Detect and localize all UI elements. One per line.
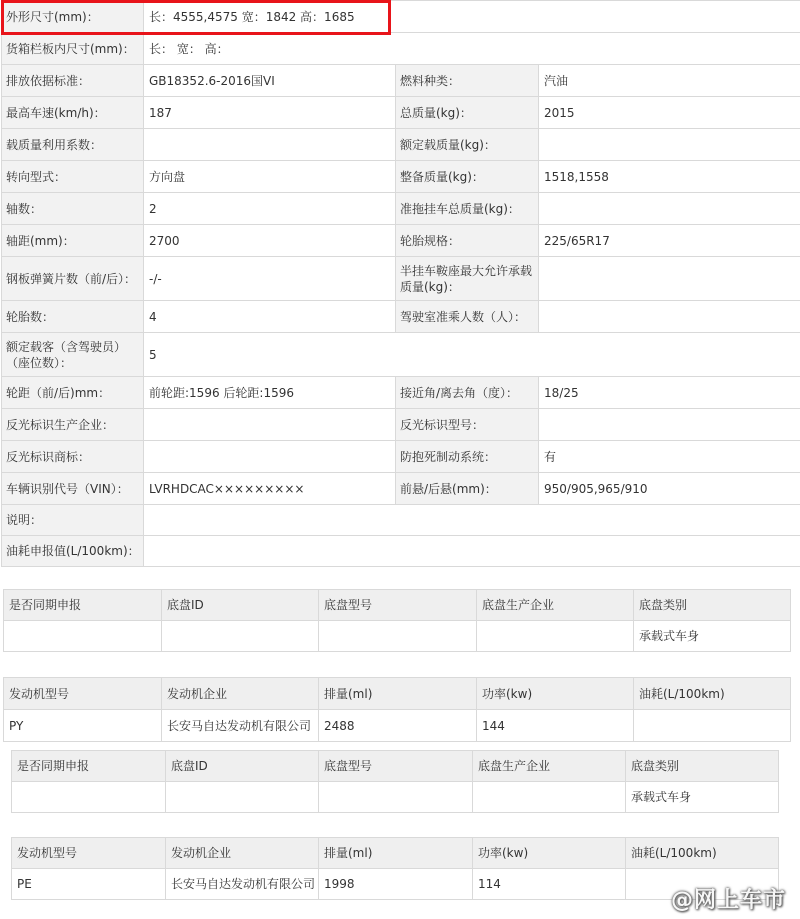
spec-label: 转向型式： (2, 161, 144, 193)
spec-label: 接近角/离去角（度）： (396, 377, 539, 409)
table-cell: 长安马自达发动机有限公司 (166, 869, 319, 900)
table-cell: 1998 (319, 869, 473, 900)
vehicle-spec-table (1, 0, 800, 567)
spec-label: 轮胎数： (2, 301, 144, 333)
spec-value: 4 (144, 301, 396, 333)
column-header: 底盘型号 (319, 590, 477, 621)
spec-label: 准拖挂车总质量(kg)： (396, 193, 539, 225)
column-header: 底盘ID (166, 751, 319, 782)
spec-value (539, 193, 800, 225)
spec-row (2, 301, 800, 333)
table-header-row (12, 838, 779, 869)
spec-label: 反光标识生产企业： (2, 409, 144, 441)
spec-label: 总质量(kg)： (396, 97, 539, 129)
chassis-table (11, 750, 779, 813)
table-cell: PY (4, 710, 162, 742)
spec-label: 钢板弹簧片数（前/后）： (2, 257, 144, 301)
column-header: 发动机企业 (162, 678, 319, 710)
spec-label: 最高车速(km/h)： (2, 97, 144, 129)
spec-row (2, 409, 800, 441)
spec-value: LVRHDCAC××××××××× (144, 473, 396, 505)
column-header: 是否同期申报 (12, 751, 166, 782)
spec-row (2, 65, 800, 97)
spec-value: -/- (144, 257, 396, 301)
spec-label: 排放依据标准： (2, 65, 144, 97)
spec-value (539, 301, 800, 333)
spec-label: 整备质量(kg)： (396, 161, 539, 193)
table-cell (473, 782, 626, 813)
spec-row (2, 97, 800, 129)
spec-row-fuel (2, 536, 800, 567)
column-header: 底盘类别 (634, 590, 791, 621)
spec-value: 汽油 (539, 65, 800, 97)
engine-table (11, 837, 779, 900)
column-header: 排量(ml) (319, 678, 477, 710)
spec-value: 187 (144, 97, 396, 129)
table-cell (477, 621, 634, 652)
table-row (4, 621, 791, 652)
column-header: 是否同期申报 (4, 590, 162, 621)
table-row (12, 782, 779, 813)
spec-row-note (2, 505, 800, 536)
table-header-row (4, 678, 791, 710)
spec-row (2, 257, 800, 301)
table-cell: PE (12, 869, 166, 900)
table-cell (319, 782, 473, 813)
cargo-size-value: 长： 宽： 高： (144, 33, 800, 65)
fuel-declared-value (144, 536, 800, 567)
spec-row (2, 441, 800, 473)
spec-row-seats (2, 333, 800, 377)
spec-label: 半挂车鞍座最大允许承载质量(kg)： (396, 257, 539, 301)
spec-label: 轮距（前/后)mm： (2, 377, 144, 409)
table-cell (12, 782, 166, 813)
outer-size-label: 外形尺寸(mm)： (2, 1, 144, 33)
column-header: 底盘类别 (626, 751, 779, 782)
spec-value: 2015 (539, 97, 800, 129)
spec-label: 载质量利用系数： (2, 129, 144, 161)
spec-value: 方向盘 (144, 161, 396, 193)
note-value (144, 505, 800, 536)
spec-label: 防抱死制动系统： (396, 441, 539, 473)
column-header: 功率(kw) (477, 678, 634, 710)
outer-size-value: 长：4555,4575 宽：1842 高：1685 (144, 1, 800, 33)
spec-row-outer-size (2, 1, 800, 33)
spec-value: 225/65R17 (539, 225, 800, 257)
spec-value: 2 (144, 193, 396, 225)
spec-value: 前轮距:1596 后轮距:1596 (144, 377, 396, 409)
engine-table (3, 677, 791, 742)
column-header: 底盘ID (162, 590, 319, 621)
spec-row (2, 193, 800, 225)
table-cell: 长安马自达发动机有限公司 (162, 710, 319, 742)
fuel-declared-label: 油耗申报值(L/100km)： (2, 536, 144, 567)
table-cell: 144 (477, 710, 634, 742)
spec-label: 额定载质量(kg)： (396, 129, 539, 161)
table-cell (166, 782, 319, 813)
spec-label: 车辆识别代号（VIN）： (2, 473, 144, 505)
spec-label: 驾驶室准乘人数（人）： (396, 301, 539, 333)
spec-label: 燃料种类： (396, 65, 539, 97)
table-cell (162, 621, 319, 652)
column-header: 油耗(L/100km) (634, 678, 791, 710)
watermark-logo: @网上车市 (670, 888, 786, 913)
table-header-row (4, 590, 791, 621)
spec-value (539, 129, 800, 161)
table-header-row (12, 751, 779, 782)
column-header: 油耗(L/100km) (626, 838, 779, 869)
table-cell (319, 621, 477, 652)
table-cell: 2488 (319, 710, 477, 742)
spec-row (2, 161, 800, 193)
table-cell: 114 (473, 869, 626, 900)
spec-value (539, 257, 800, 301)
spec-label: 反光标识商标： (2, 441, 144, 473)
table-row (4, 710, 791, 742)
spec-value (144, 441, 396, 473)
spec-value: 2700 (144, 225, 396, 257)
spec-value: GB18352.6-2016国VI (144, 65, 396, 97)
spec-label: 轮胎规格： (396, 225, 539, 257)
seats-value: 5 (144, 333, 800, 377)
table-cell: 承载式车身 (626, 782, 779, 813)
spec-value: 18/25 (539, 377, 800, 409)
column-header: 底盘型号 (319, 751, 473, 782)
spec-value: 有 (539, 441, 800, 473)
spec-label: 反光标识型号： (396, 409, 539, 441)
spec-value (144, 409, 396, 441)
spec-value (539, 409, 800, 441)
note-label: 说明： (2, 505, 144, 536)
column-header: 底盘生产企业 (477, 590, 634, 621)
spec-row (2, 129, 800, 161)
column-header: 底盘生产企业 (473, 751, 626, 782)
spec-label: 轴距(mm)： (2, 225, 144, 257)
spec-row-cargo-size (2, 33, 800, 65)
spec-row (2, 225, 800, 257)
spec-value: 1518,1558 (539, 161, 800, 193)
column-header: 发动机企业 (166, 838, 319, 869)
cargo-size-label: 货箱栏板内尺寸(mm)： (2, 33, 144, 65)
table-cell: 承载式车身 (634, 621, 791, 652)
spec-row (2, 377, 800, 409)
column-header: 发动机型号 (12, 838, 166, 869)
table-cell (4, 621, 162, 652)
spec-value: 950/905,965/910 (539, 473, 800, 505)
spec-label: 前悬/后悬(mm)： (396, 473, 539, 505)
spec-row (2, 473, 800, 505)
table-row (12, 869, 779, 900)
column-header: 功率(kw) (473, 838, 626, 869)
spec-label: 轴数： (2, 193, 144, 225)
column-header: 发动机型号 (4, 678, 162, 710)
chassis-table (3, 589, 791, 652)
spec-value (144, 129, 396, 161)
column-header: 排量(ml) (319, 838, 473, 869)
seats-label: 额定载客（含驾驶员）（座位数）： (2, 333, 144, 377)
table-cell (634, 710, 791, 742)
